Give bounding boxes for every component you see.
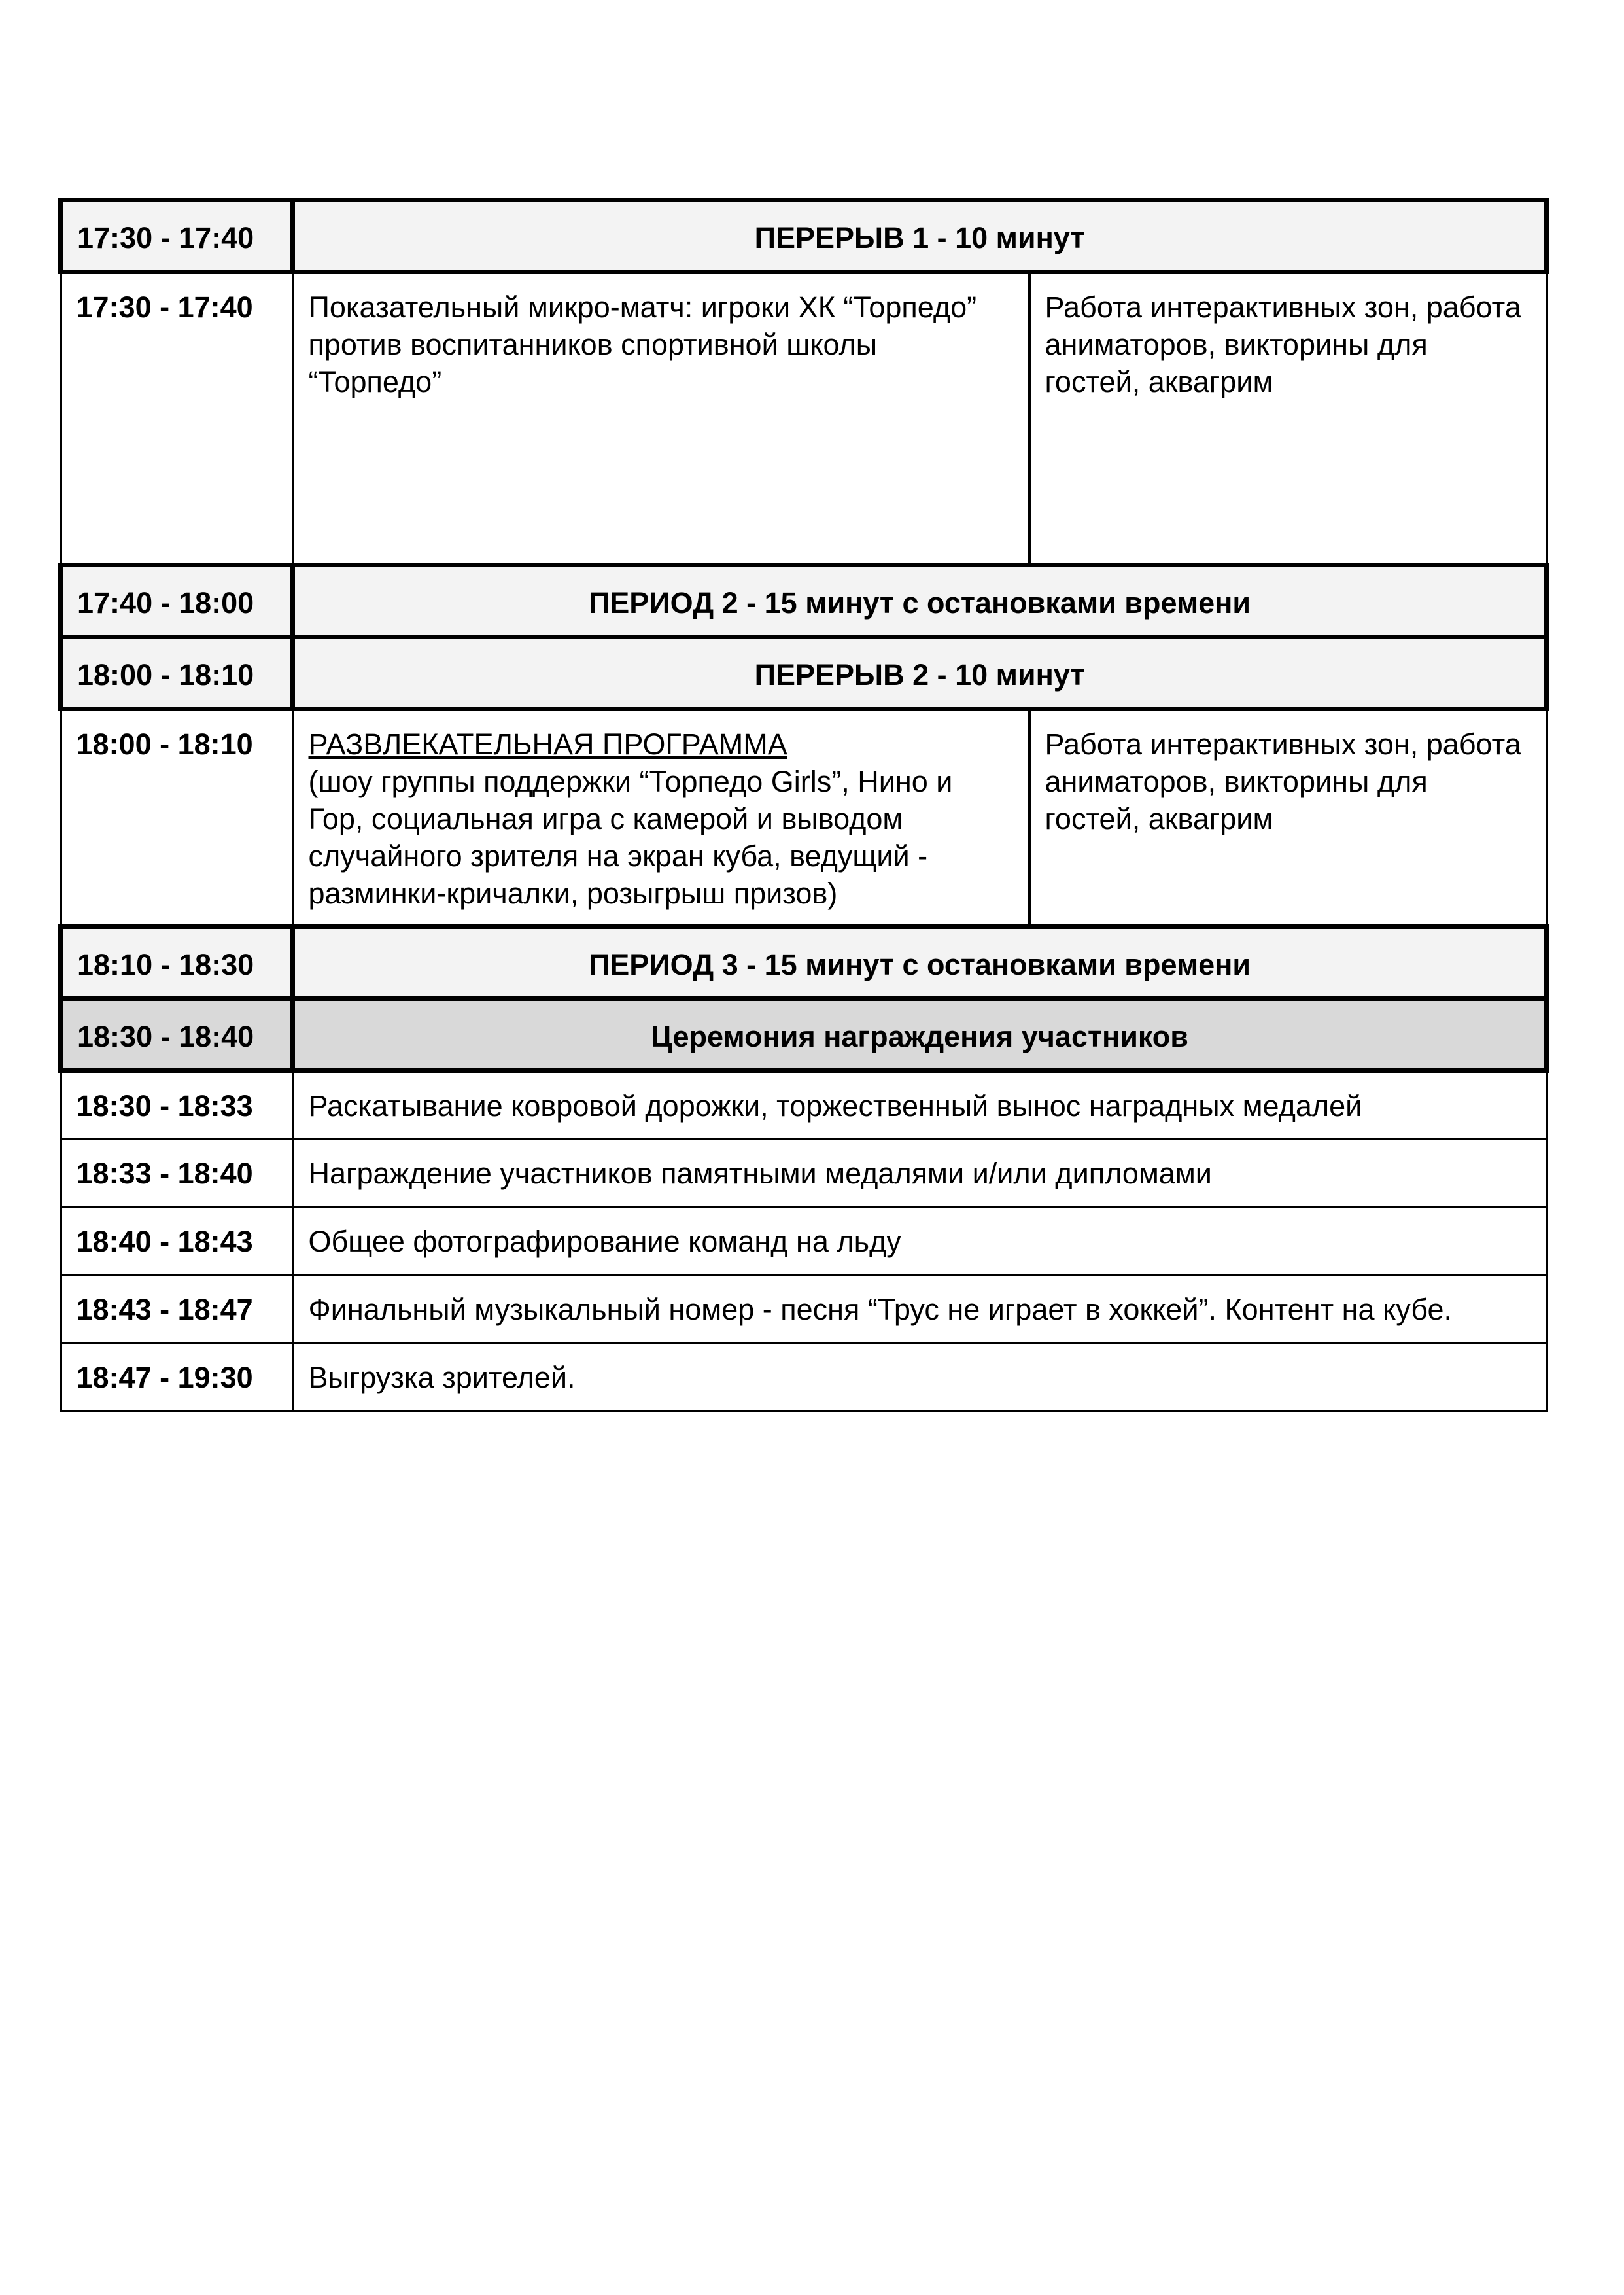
activity-cell: Общее фотографирование команд на льду xyxy=(293,1207,1547,1275)
activity-cell xyxy=(293,709,1029,927)
activity-cell: Выгрузка зрителей. xyxy=(293,1343,1547,1411)
table-row xyxy=(61,637,1547,709)
time-cell: 18:00 - 18:10 xyxy=(61,709,293,927)
section-title: ПЕРЕРЫВ 1 - 10 минут xyxy=(293,200,1547,272)
time-cell: 18:10 - 18:30 xyxy=(61,927,293,999)
table-row xyxy=(61,1343,1547,1411)
time-cell: 18:00 - 18:10 xyxy=(61,637,293,709)
table-row xyxy=(61,200,1547,272)
table-row xyxy=(61,1071,1547,1139)
activity-cell: Показательный микро-матч: игроки ХК “Торпедо” против воспитанников спортивной школы “Торпедо” xyxy=(293,272,1029,565)
section-title: ПЕРИОД 2 - 15 минут с остановками времени xyxy=(293,565,1547,637)
table-row xyxy=(61,1207,1547,1275)
schedule-table xyxy=(58,198,1549,1412)
time-cell: 18:33 - 18:40 xyxy=(61,1139,293,1207)
section-title: Церемония награждения участников xyxy=(293,999,1547,1071)
time-cell: 17:30 - 17:40 xyxy=(61,272,293,565)
program-heading: РАЗВЛЕКАТЕЛЬНАЯ ПРОГРАММА xyxy=(308,727,787,761)
side-activity-cell: Работа интерактивных зон, работа аниматоров, викторины для гостей, аквагрим xyxy=(1029,272,1547,565)
table-row xyxy=(61,1275,1547,1343)
table-row xyxy=(61,565,1547,637)
table-row xyxy=(61,709,1547,927)
time-cell: 17:30 - 17:40 xyxy=(61,200,293,272)
time-cell: 18:30 - 18:40 xyxy=(61,999,293,1071)
time-cell: 18:30 - 18:33 xyxy=(61,1071,293,1139)
activity-cell: Финальный музыкальный номер - песня “Трус не играет в хоккей”. Контент на кубе. xyxy=(293,1275,1547,1343)
program-description: (шоу группы поддержки “Торпедо Girls”, Нино и Гор, социальная игра с камерой и выводом случайного зрителя на экран куба, ведущий - разминки-кричалки, розыгрыш призов) xyxy=(308,765,953,910)
time-cell: 18:40 - 18:43 xyxy=(61,1207,293,1275)
table-row xyxy=(61,999,1547,1071)
activity-cell: Награждение участников памятными медалями и/или дипломами xyxy=(293,1139,1547,1207)
section-title: ПЕРИОД 3 - 15 минут с остановками времени xyxy=(293,927,1547,999)
time-cell: 17:40 - 18:00 xyxy=(61,565,293,637)
table-row xyxy=(61,272,1547,565)
time-cell: 18:47 - 19:30 xyxy=(61,1343,293,1411)
section-title: ПЕРЕРЫВ 2 - 10 минут xyxy=(293,637,1547,709)
activity-cell: Раскатывание ковровой дорожки, торжественный вынос наградных медалей xyxy=(293,1071,1547,1139)
table-row xyxy=(61,1139,1547,1207)
table-row xyxy=(61,927,1547,999)
time-cell: 18:43 - 18:47 xyxy=(61,1275,293,1343)
side-activity-cell: Работа интерактивных зон, работа аниматоров, викторины для гостей, аквагрим xyxy=(1029,709,1547,927)
